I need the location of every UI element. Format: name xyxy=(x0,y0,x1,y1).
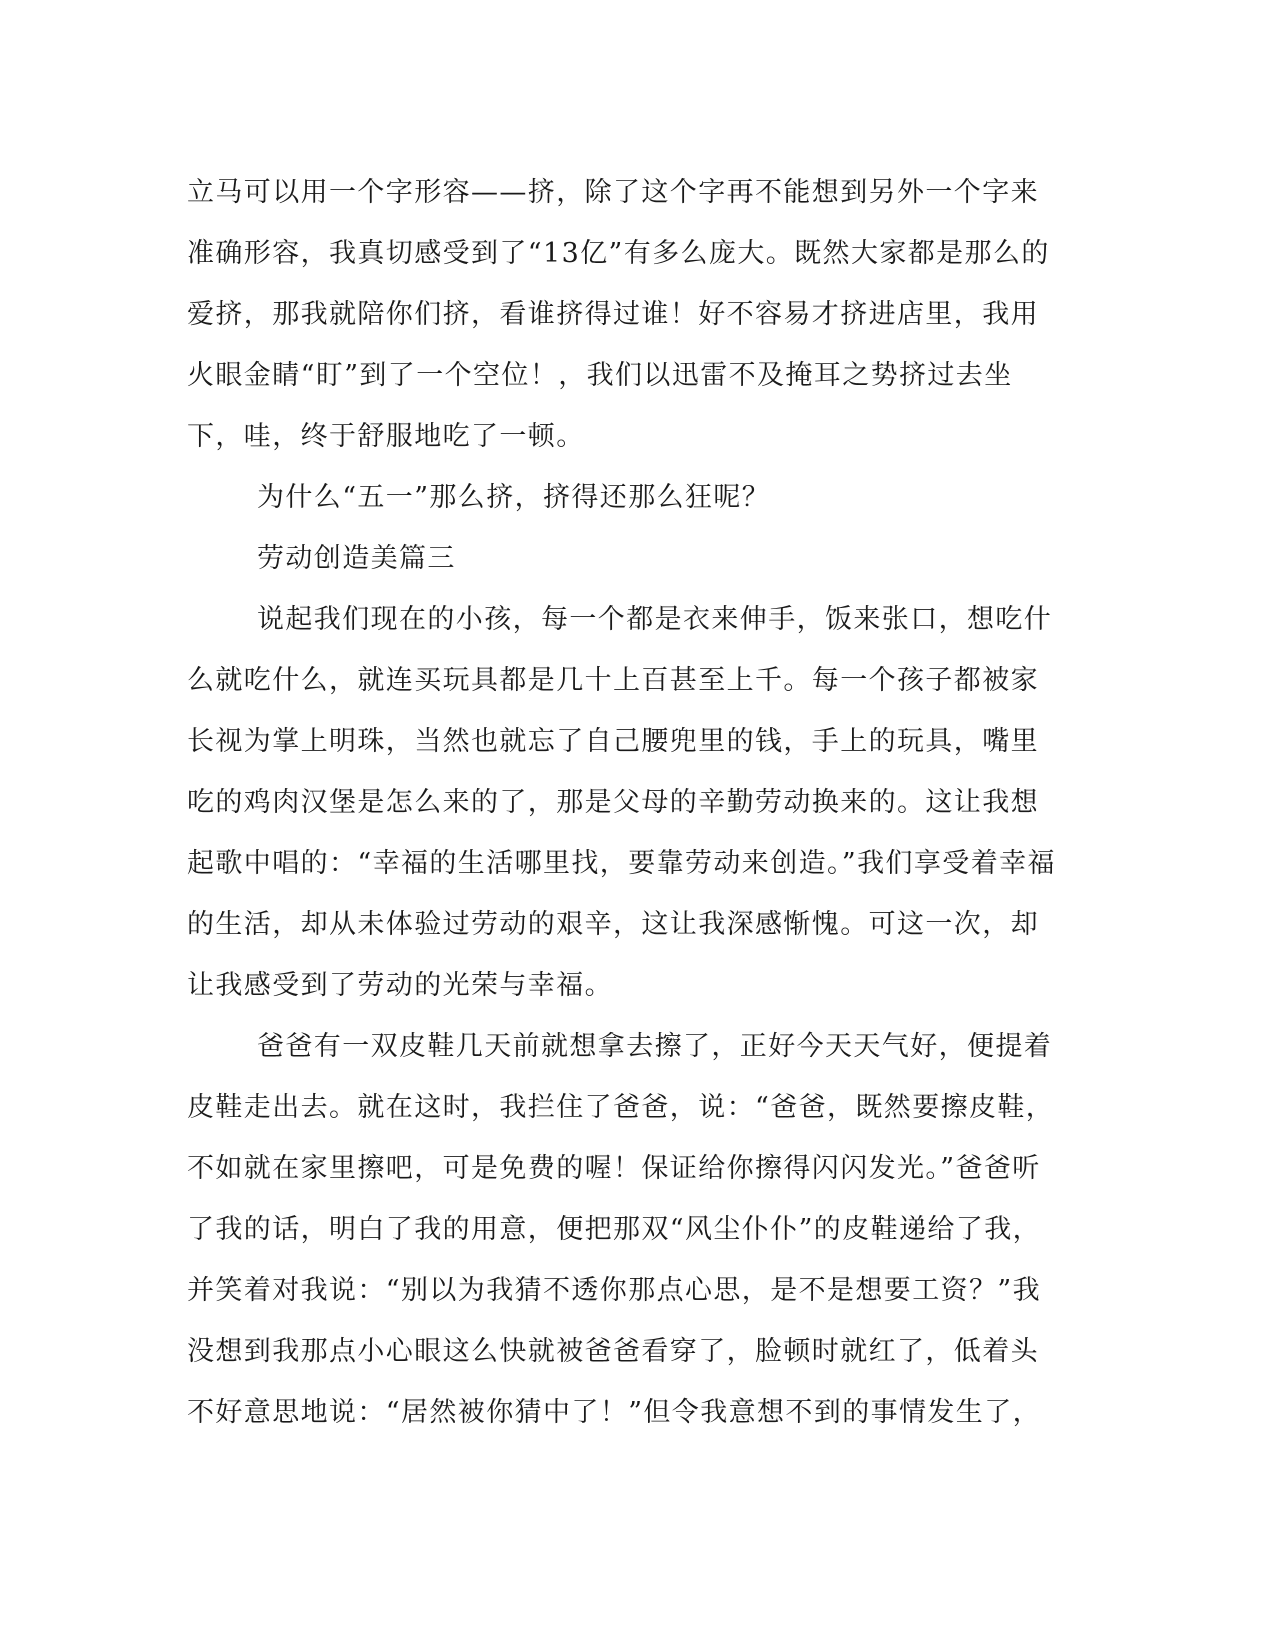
section-heading: 劳动创造美篇三 xyxy=(257,543,456,574)
paragraph-2: 为什么“五一”那么挤，挤得还那么狂呢？ xyxy=(257,482,771,513)
document-body xyxy=(187,162,1067,1443)
paragraph-3: 说起我们现在的小孩，每一个都是衣来伸手，饭来张口，想吃什么就吃什么，就连买玩具都是几十上百甚至上千。每一个孩子都被家长视为掌上明珠，当然也就忘了自己腰兜里的钱，手上的玩具，嘴里吃的鸡肉汉堡是怎么来的了，那是父母的辛勤劳动换来的。这让我想起歌中唱的：“幸福的生活哪里找，要靠劳动来创造。”我们享受着幸福的生活，却从未体验过劳动的艰辛，这让我深感惭愧。可这一次，却让我感受到了劳动的光荣与幸福。 xyxy=(187,604,1056,1001)
paragraph-4: 爸爸有一双皮鞋几天前就想拿去擦了，正好今天天气好，便提着皮鞋走出去。就在这时，我拦住了爸爸，说：“爸爸，既然要擦皮鞋，不如就在家里擦吧，可是免费的喔！保证给你擦得闪闪发光。”爸爸听了我的话，明白了我的用意，便把那双“风尘仆仆”的皮鞋递给了我，并笑着对我说：“别以为我猜不透你那点心思，是不是想要工资？”我没想到我那点小心眼这么快就被爸爸看穿了，脸顿时就红了，低着头不好意思地说：“居然被你猜中了！”但令我意想不到的事情发生了， xyxy=(187,1031,1055,1428)
paragraph-1: 立马可以用一个字形容——挤，除了这个字再不能想到另外一个字来准确形容，我真切感受到了“13亿”有多么庞大。既然大家都是那么的爱挤，那我就陪你们挤，看谁挤得过谁！好不容易才挤进店里，我用火眼金睛“盯”到了一个空位！，我们以迅雷不及掩耳之势挤过去坐下，哇，终于舒服地吃了一顿。 xyxy=(187,177,1050,452)
